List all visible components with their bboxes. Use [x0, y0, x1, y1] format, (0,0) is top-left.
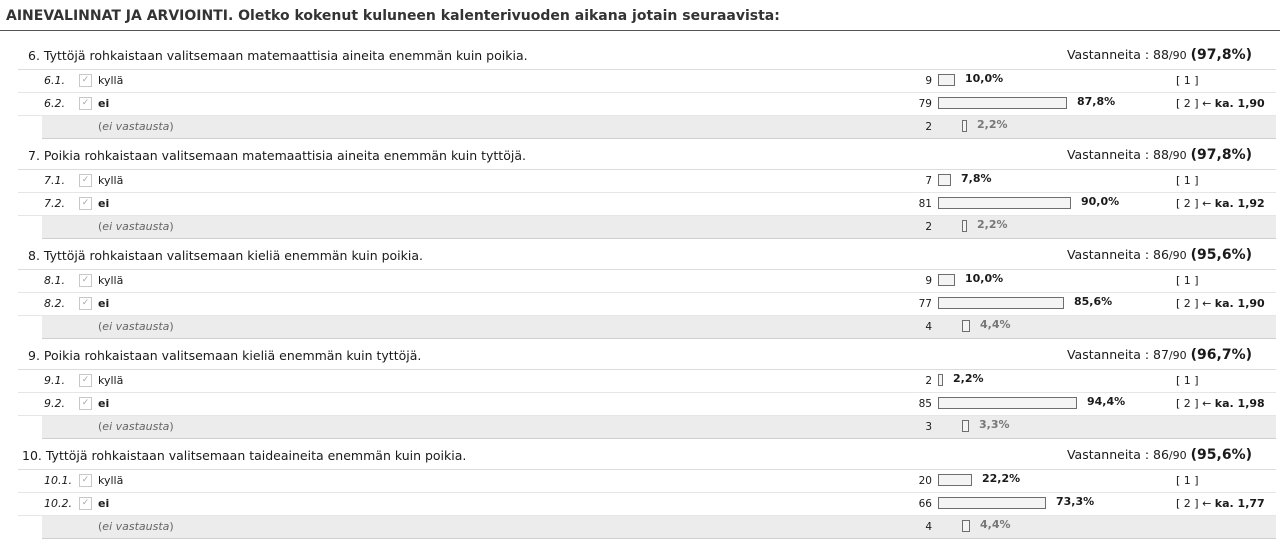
percentage-label: 85,6%	[1074, 295, 1113, 308]
option-number: 6.2.	[44, 97, 65, 110]
option-number: 7.1.	[44, 174, 65, 187]
option-label: ei	[98, 197, 110, 210]
percentage-bar	[962, 520, 970, 532]
respondent-count	[1067, 47, 1252, 63]
checkbox-icon: ✓	[79, 374, 92, 387]
option-number: 8.1.	[44, 274, 65, 287]
option-number: 9.2.	[44, 397, 65, 410]
checkbox-icon: ✓	[79, 397, 92, 410]
question-block	[18, 45, 1276, 145]
option-code	[1176, 474, 1199, 487]
option-count: 9	[925, 275, 932, 287]
option-row	[18, 93, 1276, 116]
response-rate: (96,7%)	[1190, 347, 1252, 363]
option-code	[1176, 197, 1265, 210]
option-code	[1176, 274, 1199, 287]
question-title: 8. Tyttöjä rohkaistaan valitsemaan kieliä enemmän kuin poikia.	[28, 248, 423, 263]
percentage-label: 94,4%	[1087, 395, 1126, 408]
answered-count: 88	[1153, 47, 1169, 62]
checkbox-icon: ✓	[79, 197, 92, 210]
percentage-label: 90,0%	[1081, 195, 1120, 208]
code-value: [ 1 ]	[1176, 274, 1199, 287]
question-header	[18, 45, 1276, 70]
question-block	[18, 445, 1276, 545]
survey-results	[18, 45, 1276, 545]
option-row	[18, 170, 1276, 193]
percentage-label: 2,2%	[977, 218, 1008, 231]
no-answer-count: 4	[925, 321, 932, 333]
answered-count: 86	[1153, 247, 1169, 262]
option-count: 81	[918, 198, 932, 210]
option-row	[18, 70, 1276, 93]
answered-count: 87	[1153, 347, 1169, 362]
option-number: 10.2.	[44, 497, 72, 510]
percentage-bar	[938, 474, 972, 486]
percentage-label: 2,2%	[977, 118, 1008, 131]
question-block	[18, 245, 1276, 345]
question-block	[18, 145, 1276, 245]
question-header	[18, 145, 1276, 170]
percentage-label: 73,3%	[1056, 495, 1095, 508]
option-count: 85	[918, 398, 932, 410]
option-count: 2	[925, 375, 932, 387]
option-label: ei	[98, 397, 110, 410]
code-value: [ 2 ] ←	[1176, 397, 1215, 410]
option-number: 9.1.	[44, 374, 65, 387]
percentage-bar	[938, 274, 955, 286]
option-number: 6.1.	[44, 74, 65, 87]
total-count: /90	[1168, 149, 1187, 162]
percentage-bar	[938, 74, 955, 86]
respondents-label: Vastanneita :	[1066, 247, 1154, 262]
respondent-count	[1067, 247, 1252, 263]
answered-count: 86	[1153, 447, 1169, 462]
question-title: 9. Poikia rohkaistaan valitsemaan kieliä enemmän kuin tyttöjä.	[28, 348, 422, 363]
code-value: [ 2 ] ←	[1176, 197, 1215, 210]
average-value: ka. 1,90	[1214, 97, 1265, 110]
option-count: 20	[918, 475, 932, 487]
option-label: kyllä	[98, 274, 124, 287]
option-count: 77	[918, 298, 932, 310]
option-row	[18, 493, 1276, 516]
option-label: kyllä	[98, 74, 124, 87]
no-answer-label: (ei vastausta)	[98, 420, 174, 433]
option-code	[1176, 174, 1199, 187]
respondent-count	[1067, 347, 1252, 363]
percentage-bar	[938, 374, 943, 386]
code-value: [ 1 ]	[1176, 474, 1199, 487]
no-answer-row	[42, 216, 1276, 239]
option-code	[1176, 97, 1265, 110]
option-row	[18, 293, 1276, 316]
response-rate: (95,6%)	[1190, 247, 1252, 263]
question-header	[18, 445, 1276, 470]
percentage-bar	[962, 320, 970, 332]
code-value: [ 2 ] ←	[1176, 497, 1215, 510]
checkbox-icon: ✓	[79, 474, 92, 487]
option-label: kyllä	[98, 474, 124, 487]
option-code	[1176, 397, 1265, 410]
percentage-bar	[962, 220, 967, 232]
question-header	[18, 245, 1276, 270]
option-row	[18, 193, 1276, 216]
option-number: 8.2.	[44, 297, 65, 310]
question-block	[18, 345, 1276, 445]
option-row	[18, 470, 1276, 493]
option-row	[18, 270, 1276, 293]
response-rate: (95,6%)	[1190, 447, 1252, 463]
no-answer-label: (ei vastausta)	[98, 520, 174, 533]
option-code	[1176, 497, 1265, 510]
code-value: [ 1 ]	[1176, 374, 1199, 387]
percentage-bar	[962, 120, 967, 132]
code-value: [ 2 ] ←	[1176, 97, 1215, 110]
option-count: 9	[925, 75, 932, 87]
title-divider	[0, 30, 1280, 31]
option-label: ei	[98, 97, 110, 110]
no-answer-count: 4	[925, 521, 932, 533]
no-answer-count: 3	[925, 421, 932, 433]
no-answer-row	[42, 416, 1276, 439]
respondent-count	[1067, 447, 1252, 463]
percentage-bar	[938, 297, 1064, 309]
question-header	[18, 345, 1276, 370]
option-count: 66	[918, 498, 932, 510]
percentage-label: 2,2%	[953, 372, 984, 385]
no-answer-row	[42, 516, 1276, 539]
total-count: /90	[1168, 349, 1187, 362]
checkbox-icon: ✓	[79, 74, 92, 87]
page-title: AINEVALINNAT JA ARVIOINTI. Oletko kokenut kuluneen kalenterivuoden aikana jotain seuraavista:	[6, 8, 780, 24]
option-label: ei	[98, 297, 110, 310]
respondents-label: Vastanneita :	[1066, 147, 1154, 162]
response-rate: (97,8%)	[1190, 47, 1252, 63]
percentage-label: 7,8%	[961, 172, 992, 185]
average-value: ka. 1,77	[1214, 497, 1265, 510]
question-title: 7. Poikia rohkaistaan valitsemaan matemaattisia aineita enemmän kuin tyttöjä.	[28, 148, 526, 163]
question-title: 10. Tyttöjä rohkaistaan valitsemaan taideaineita enemmän kuin poikia.	[22, 448, 467, 463]
checkbox-icon: ✓	[79, 274, 92, 287]
respondents-label: Vastanneita :	[1066, 347, 1154, 362]
option-count: 7	[925, 175, 932, 187]
average-value: ka. 1,90	[1214, 297, 1265, 310]
total-count: /90	[1168, 49, 1187, 62]
respondents-label: Vastanneita :	[1066, 47, 1154, 62]
question-title: 6. Tyttöjä rohkaistaan valitsemaan matemaattisia aineita enemmän kuin poikia.	[28, 48, 528, 63]
option-number: 7.2.	[44, 197, 65, 210]
percentage-bar	[938, 97, 1067, 109]
no-answer-count: 2	[925, 221, 932, 233]
option-row	[18, 370, 1276, 393]
no-answer-label: (ei vastausta)	[98, 120, 174, 133]
code-value: [ 2 ] ←	[1176, 297, 1215, 310]
checkbox-icon: ✓	[79, 97, 92, 110]
total-count: /90	[1168, 249, 1187, 262]
checkbox-icon: ✓	[79, 174, 92, 187]
option-number: 10.1.	[44, 474, 72, 487]
option-label: ei	[98, 497, 110, 510]
percentage-bar	[962, 420, 969, 432]
percentage-bar	[938, 397, 1077, 409]
respondents-label: Vastanneita :	[1066, 447, 1154, 462]
no-answer-label: (ei vastausta)	[98, 220, 174, 233]
respondent-count	[1067, 147, 1252, 163]
percentage-label: 3,3%	[979, 418, 1010, 431]
no-answer-count: 2	[925, 121, 932, 133]
checkbox-icon: ✓	[79, 497, 92, 510]
option-code	[1176, 74, 1199, 87]
response-rate: (97,8%)	[1190, 147, 1252, 163]
option-label: kyllä	[98, 174, 124, 187]
option-count: 79	[918, 98, 932, 110]
percentage-bar	[938, 497, 1046, 509]
percentage-label: 10,0%	[965, 72, 1004, 85]
answered-count: 88	[1153, 147, 1169, 162]
total-count: /90	[1168, 449, 1187, 462]
option-label: kyllä	[98, 374, 124, 387]
checkbox-icon: ✓	[79, 297, 92, 310]
option-code	[1176, 374, 1199, 387]
option-row	[18, 393, 1276, 416]
code-value: [ 1 ]	[1176, 74, 1199, 87]
average-value: ka. 1,98	[1214, 397, 1265, 410]
no-answer-row	[42, 116, 1276, 139]
percentage-label: 22,2%	[982, 472, 1021, 485]
percentage-label: 4,4%	[980, 318, 1011, 331]
percentage-label: 4,4%	[980, 518, 1011, 531]
code-value: [ 1 ]	[1176, 174, 1199, 187]
average-value: ka. 1,92	[1214, 197, 1265, 210]
percentage-label: 10,0%	[965, 272, 1004, 285]
no-answer-label: (ei vastausta)	[98, 320, 174, 333]
percentage-bar	[938, 197, 1071, 209]
percentage-bar	[938, 174, 951, 186]
percentage-label: 87,8%	[1077, 95, 1116, 108]
option-code	[1176, 297, 1265, 310]
no-answer-row	[42, 316, 1276, 339]
